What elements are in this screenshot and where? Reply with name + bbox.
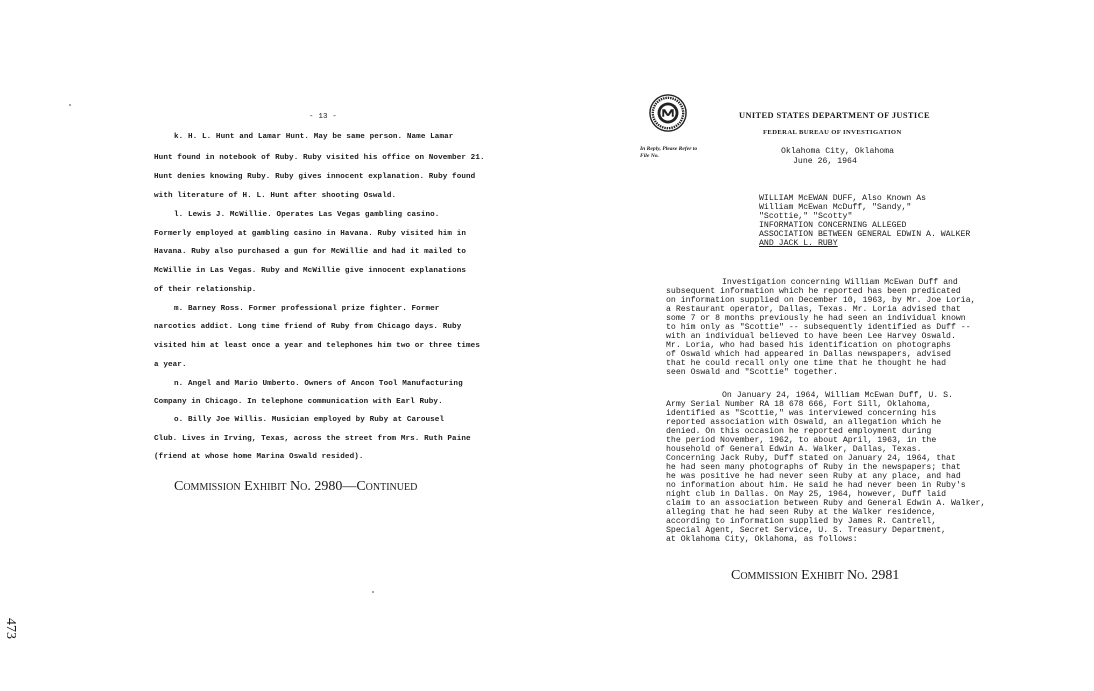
item-k-line3: Hunt denies knowing Ruby. Ruby gives innocent explanation. Ruby found (154, 173, 476, 181)
scan-speck (69, 104, 71, 106)
para-line: on information supplied on December 10, 1963, by Mr. Joe Loria, (666, 296, 976, 305)
para-line: that he could recall only one time that he thought he had (666, 359, 947, 368)
para-line: Army Serial Number RA 18 678 666, Fort Sill, Oklahoma, (666, 400, 932, 409)
para-line: to him only as "Scottie" -- subsequently identified as Duff -- (666, 323, 971, 332)
item-o-line1: o. Billy Joe Willis. Musician employed by Ruby at Carousel (174, 416, 445, 424)
item-k-line2: Hunt found in notebook of Ruby. Ruby visited his office on November 21. (154, 154, 485, 162)
para-line: at Oklahoma City, Oklahoma, as follows: (666, 535, 858, 544)
memo-date: June 26, 1964 (793, 157, 857, 166)
reply-note-line2: File No. (640, 153, 659, 159)
subject-line: INFORMATION CONCERNING ALLEGED (759, 221, 907, 230)
doj-seal-icon (649, 94, 687, 132)
para-line: On January 24, 1964, William McEwan Duff, U. S. (722, 391, 953, 400)
left-caption: Commission Exhibit No. 2980—Continued (174, 479, 418, 494)
right-caption: Commission Exhibit No. 2981 (731, 568, 900, 583)
item-l-line2: Formerly employed at gambling casino in Havana. Ruby visited him in (154, 230, 467, 238)
para-line: with an individual believed to have been Lee Harvey Oswald. (666, 332, 956, 341)
item-n-line1: n. Angel and Mario Umberto. Owners of Ancon Tool Manufacturing (174, 380, 463, 388)
department-heading: UNITED STATES DEPARTMENT OF JUSTICE (739, 111, 931, 120)
reply-note-line1: In Reply, Please Refer to (640, 146, 698, 152)
para-line: subsequent information which he reported has been predicated (666, 287, 961, 296)
item-m-line1: m. Barney Ross. Former professional prize fighter. Former (174, 305, 440, 313)
subject-line: WILLIAM McEWAN DUFF, Also Known As (759, 194, 927, 203)
item-m-line3: visited him at least once a year and telephones him two or three times (154, 342, 480, 350)
item-o-line2: Club. Lives in Irving, Texas, across the street from Mrs. Ruth Paine (154, 435, 471, 443)
para-line: a Restaurant operator, Dallas, Texas. Mr. Loria advised that (666, 305, 961, 314)
subject-line: AND JACK L. RUBY (759, 239, 838, 248)
para-line: he had seen many photographs of Ruby in the newspapers; that (666, 463, 961, 472)
page-number: 473 (3, 618, 18, 639)
item-n-line2: Company in Chicago. In telephone communication with Earl Ruby. (154, 398, 443, 406)
item-m-line2: narcotics addict. Long time friend of Ruby from Chicago days. Ruby (154, 323, 462, 331)
item-k-line1: k. H. L. Hunt and Lamar Hunt. May be same person. Name Lamar (174, 133, 454, 141)
para-line: according to information supplied by James R. Cantrell, (666, 517, 937, 526)
para-line: Mr. Loria, who had based his identification on photographs (666, 341, 951, 350)
para-line: night club in Dallas. On May 25, 1964, however, Duff laid (666, 490, 947, 499)
item-o-line3: (friend at whose home Marina Oswald resided). (154, 453, 364, 461)
para-line: household of General Edwin A. Walker, Dallas, Texas. (666, 445, 922, 454)
para-line: he was positive he had never seen Ruby at any place, and had (666, 472, 961, 481)
item-l-line1: l. Lewis J. McWillie. Operates Las Vegas gambling casino. (174, 211, 440, 219)
subject-line: William McEwan McDuff, "Sandy," (759, 203, 912, 212)
para-line: no information about him. He said he had never been in Ruby's (666, 481, 966, 490)
para-line: Concerning Jack Ruby, Duff stated on January 24, 1964, that (666, 454, 956, 463)
item-l-line5: of their relationship. (154, 286, 257, 294)
item-m-line4: a year. (154, 361, 187, 369)
para-line: Special Agent, Secret Service, U. S. Treasury Department, (666, 526, 947, 535)
para-line: reported association with Oswald, an allegation which he (666, 418, 942, 427)
item-l-line3: Havana. Ruby also purchased a gun for McWillie and had it mailed to (154, 248, 467, 256)
reply-note (640, 146, 697, 160)
subject-line: "Scottie," "Scotty" (759, 212, 853, 221)
para-line: identified as "Scottie," was interviewed concerning his (666, 409, 937, 418)
para-line: seen Oswald and "Scottie" together. (666, 368, 838, 377)
item-l-line4: McWillie in Las Vegas. Ruby and McWillie give innocent explanations (154, 267, 467, 275)
bureau-heading: FEDERAL BUREAU OF INVESTIGATION (763, 129, 902, 136)
para-line: denied. On this occasion he reported employment during (666, 427, 932, 436)
para-line: alleging that he had seen Ruby at the Walker residence, (666, 508, 937, 517)
subject-line: ASSOCIATION BETWEEN GENERAL EDWIN A. WALKER (759, 230, 971, 239)
para-line: the period November, 1962, to about April, 1963, in the (666, 436, 937, 445)
para-line: Investigation concerning William McEwan Duff and (722, 278, 958, 287)
page-marker: - 13 - (309, 113, 337, 121)
item-k-line4: with literature of H. L. Hunt after shooting Oswald. (154, 192, 397, 200)
para-line: of Oswald which had appeared in Dallas newspapers, advised (666, 350, 951, 359)
para-line: claim to an association between Ruby and General Edwin A. Walker, (666, 499, 986, 508)
scan-speck (372, 591, 374, 593)
para-line: some 7 or 8 months previously he had seen an individual known (666, 314, 966, 323)
location: Oklahoma City, Oklahoma (781, 147, 895, 156)
